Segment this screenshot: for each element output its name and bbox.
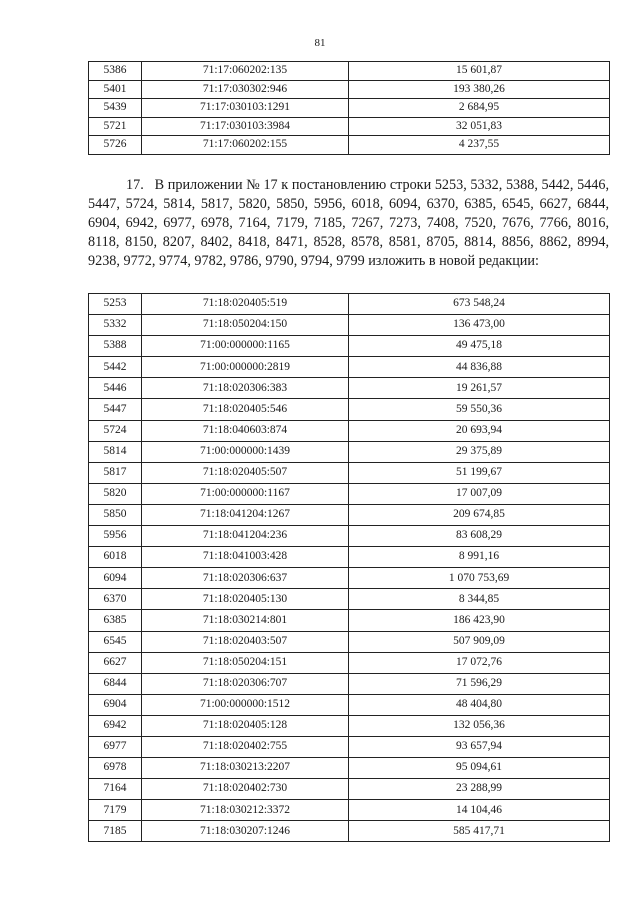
row-number-cell: 5956 bbox=[89, 526, 142, 547]
cadastral-number-cell: 71:17:030103:3984 bbox=[142, 117, 349, 136]
row-number-cell: 5442 bbox=[89, 357, 142, 378]
cadastral-number-cell: 71:18:020402:730 bbox=[142, 779, 349, 800]
cadastral-number-cell: 71:17:030302:946 bbox=[142, 80, 349, 99]
table-row bbox=[89, 294, 610, 315]
table-top bbox=[88, 61, 610, 155]
table-row bbox=[89, 99, 610, 118]
cadastral-number-cell: 71:17:030103:1291 bbox=[142, 99, 349, 118]
row-number-cell: 5814 bbox=[89, 441, 142, 462]
table-row bbox=[89, 673, 610, 694]
value-cell: 132 056,36 bbox=[349, 715, 610, 736]
table-row bbox=[89, 483, 610, 504]
value-cell: 93 657,94 bbox=[349, 736, 610, 757]
table-row bbox=[89, 758, 610, 779]
value-cell: 2 684,95 bbox=[349, 99, 610, 118]
row-number-cell: 5253 bbox=[89, 294, 142, 315]
cadastral-number-cell: 71:18:040603:874 bbox=[142, 420, 349, 441]
cadastral-number-cell: 71:18:020405:130 bbox=[142, 589, 349, 610]
value-cell: 71 596,29 bbox=[349, 673, 610, 694]
value-cell: 19 261,57 bbox=[349, 378, 610, 399]
table-row bbox=[89, 136, 610, 155]
table-row bbox=[89, 526, 610, 547]
value-cell: 4 237,55 bbox=[349, 136, 610, 155]
row-number-cell: 5332 bbox=[89, 315, 142, 336]
value-cell: 59 550,36 bbox=[349, 399, 610, 420]
value-cell: 8 991,16 bbox=[349, 547, 610, 568]
cadastral-number-cell: 71:18:041204:1267 bbox=[142, 504, 349, 525]
table-row bbox=[89, 736, 610, 757]
row-number-cell: 5386 bbox=[89, 62, 142, 81]
cadastral-number-cell: 71:00:000000:1167 bbox=[142, 483, 349, 504]
cadastral-number-cell: 71:18:020306:637 bbox=[142, 568, 349, 589]
value-cell: 17 072,76 bbox=[349, 652, 610, 673]
row-number-cell: 5401 bbox=[89, 80, 142, 99]
row-number-cell: 5439 bbox=[89, 99, 142, 118]
paragraph-number: 17. bbox=[126, 177, 144, 193]
cadastral-number-cell: 71:18:041204:236 bbox=[142, 526, 349, 547]
value-cell: 585 417,71 bbox=[349, 821, 610, 842]
table-row bbox=[89, 652, 610, 673]
table-row bbox=[89, 568, 610, 589]
table-row bbox=[89, 821, 610, 842]
value-cell: 44 836,88 bbox=[349, 357, 610, 378]
value-cell: 51 199,67 bbox=[349, 462, 610, 483]
table-row bbox=[89, 117, 610, 136]
value-cell: 507 909,09 bbox=[349, 631, 610, 652]
table-row bbox=[89, 504, 610, 525]
cadastral-number-cell: 71:18:020306:383 bbox=[142, 378, 349, 399]
row-number-cell: 5446 bbox=[89, 378, 142, 399]
paragraph-text: В приложении № 17 к постановлению строки 5253, 5332, 5388, 5442, 5446, 5447, 5724, 5814, 5817, 5820, 5850, 5956, 6018, 6094, 6370, 6385, 6545, 6627, 6844, 6904, 6942, 6977, 6978, 7164, 7179, 7185, 7267, 7273, 7408, 7520, 7676, 7766, 8016, 8118, 8150, 8207, 8402, 8418, 8471, 8528, 8578, 8581, 8705, 8814, 8856, 8862, 8994, 9238, 9772, 9774, 9782, 9786, 9790, 9794, 9799 изложить в новой редакции: bbox=[88, 177, 609, 269]
amendment-paragraph bbox=[88, 176, 609, 271]
row-number-cell: 6942 bbox=[89, 715, 142, 736]
table-row bbox=[89, 336, 610, 357]
table-row bbox=[89, 315, 610, 336]
row-number-cell: 6978 bbox=[89, 758, 142, 779]
cadastral-number-cell: 71:00:000000:1165 bbox=[142, 336, 349, 357]
cadastral-number-cell: 71:18:041003:428 bbox=[142, 547, 349, 568]
value-cell: 15 601,87 bbox=[349, 62, 610, 81]
table-row bbox=[89, 547, 610, 568]
table-row bbox=[89, 399, 610, 420]
cadastral-number-cell: 71:00:000000:1512 bbox=[142, 694, 349, 715]
row-number-cell: 5388 bbox=[89, 336, 142, 357]
row-number-cell: 6370 bbox=[89, 589, 142, 610]
table-row bbox=[89, 631, 610, 652]
value-cell: 49 475,18 bbox=[349, 336, 610, 357]
row-number-cell: 6627 bbox=[89, 652, 142, 673]
cadastral-number-cell: 71:18:020405:128 bbox=[142, 715, 349, 736]
cadastral-number-cell: 71:18:020405:546 bbox=[142, 399, 349, 420]
row-number-cell: 6977 bbox=[89, 736, 142, 757]
table-row bbox=[89, 441, 610, 462]
row-number-cell: 6844 bbox=[89, 673, 142, 694]
value-cell: 186 423,90 bbox=[349, 610, 610, 631]
cadastral-number-cell: 71:18:020306:707 bbox=[142, 673, 349, 694]
cadastral-number-cell: 71:18:020405:507 bbox=[142, 462, 349, 483]
value-cell: 23 288,99 bbox=[349, 779, 610, 800]
table-row bbox=[89, 62, 610, 81]
cadastral-number-cell: 71:00:000000:2819 bbox=[142, 357, 349, 378]
row-number-cell: 5820 bbox=[89, 483, 142, 504]
row-number-cell: 6094 bbox=[89, 568, 142, 589]
row-number-cell: 5850 bbox=[89, 504, 142, 525]
cadastral-number-cell: 71:18:030212:3372 bbox=[142, 800, 349, 821]
row-number-cell: 7185 bbox=[89, 821, 142, 842]
value-cell: 193 380,26 bbox=[349, 80, 610, 99]
row-number-cell: 6018 bbox=[89, 547, 142, 568]
value-cell: 95 094,61 bbox=[349, 758, 610, 779]
row-number-cell: 6904 bbox=[89, 694, 142, 715]
row-number-cell: 6385 bbox=[89, 610, 142, 631]
value-cell: 1 070 753,69 bbox=[349, 568, 610, 589]
table-row bbox=[89, 80, 610, 99]
value-cell: 83 608,29 bbox=[349, 526, 610, 547]
row-number-cell: 5721 bbox=[89, 117, 142, 136]
table-row bbox=[89, 610, 610, 631]
table-row bbox=[89, 589, 610, 610]
value-cell: 17 007,09 bbox=[349, 483, 610, 504]
table-row bbox=[89, 779, 610, 800]
cadastral-number-cell: 71:18:030207:1246 bbox=[142, 821, 349, 842]
row-number-cell: 5724 bbox=[89, 420, 142, 441]
value-cell: 673 548,24 bbox=[349, 294, 610, 315]
table-row bbox=[89, 800, 610, 821]
cadastral-number-cell: 71:18:050204:151 bbox=[142, 652, 349, 673]
row-number-cell: 5447 bbox=[89, 399, 142, 420]
table-main bbox=[88, 293, 610, 842]
value-cell: 32 051,83 bbox=[349, 117, 610, 136]
table-row bbox=[89, 694, 610, 715]
cadastral-number-cell: 71:18:050204:150 bbox=[142, 315, 349, 336]
cadastral-number-cell: 71:18:020405:519 bbox=[142, 294, 349, 315]
cadastral-number-cell: 71:17:060202:135 bbox=[142, 62, 349, 81]
cadastral-number-cell: 71:18:020402:755 bbox=[142, 736, 349, 757]
table-row bbox=[89, 462, 610, 483]
row-number-cell: 6545 bbox=[89, 631, 142, 652]
value-cell: 29 375,89 bbox=[349, 441, 610, 462]
row-number-cell: 7179 bbox=[89, 800, 142, 821]
value-cell: 14 104,46 bbox=[349, 800, 610, 821]
value-cell: 48 404,80 bbox=[349, 694, 610, 715]
cadastral-number-cell: 71:00:000000:1439 bbox=[142, 441, 349, 462]
table-row bbox=[89, 378, 610, 399]
table-row bbox=[89, 715, 610, 736]
cadastral-number-cell: 71:18:030214:801 bbox=[142, 610, 349, 631]
cadastral-number-cell: 71:17:060202:155 bbox=[142, 136, 349, 155]
table-row bbox=[89, 357, 610, 378]
row-number-cell: 5726 bbox=[89, 136, 142, 155]
table-row bbox=[89, 420, 610, 441]
cadastral-number-cell: 71:18:020403:507 bbox=[142, 631, 349, 652]
value-cell: 136 473,00 bbox=[349, 315, 610, 336]
value-cell: 20 693,94 bbox=[349, 420, 610, 441]
value-cell: 209 674,85 bbox=[349, 504, 610, 525]
cadastral-number-cell: 71:18:030213:2207 bbox=[142, 758, 349, 779]
page-number: 81 bbox=[314, 37, 326, 49]
row-number-cell: 7164 bbox=[89, 779, 142, 800]
value-cell: 8 344,85 bbox=[349, 589, 610, 610]
row-number-cell: 5817 bbox=[89, 462, 142, 483]
